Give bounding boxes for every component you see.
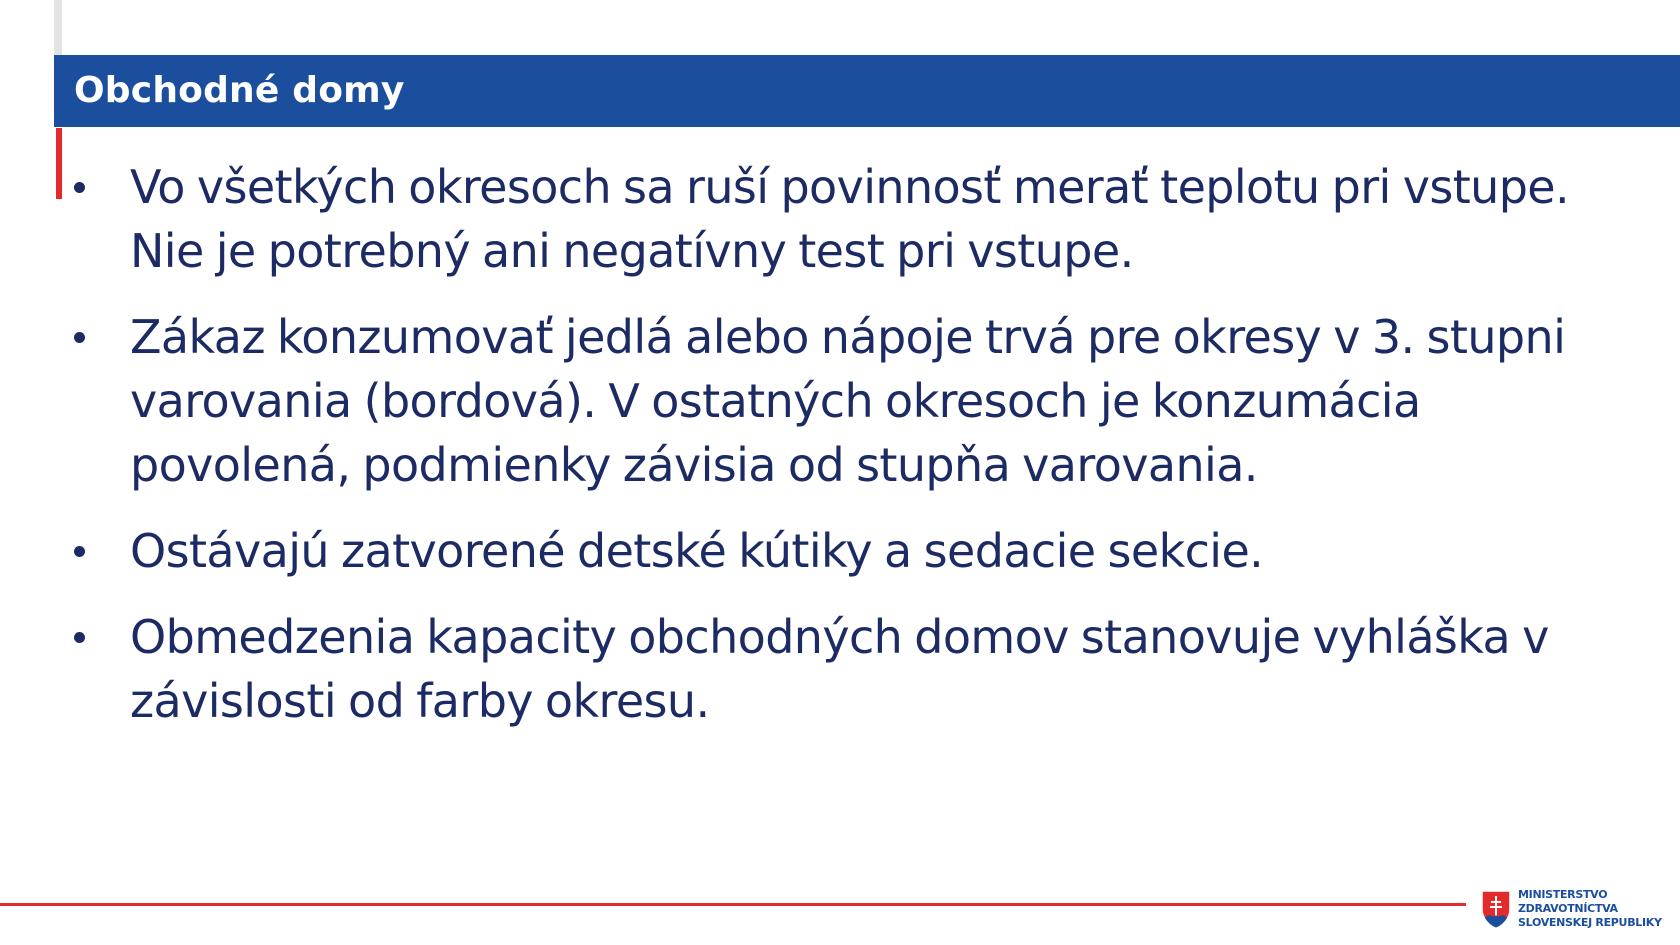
bullet-list (70, 155, 1620, 755)
bullet-item (70, 155, 1620, 283)
ministry-name (1518, 888, 1662, 930)
ministry-name-line: SLOVENSKEJ REPUBLIKY (1518, 916, 1662, 929)
bullet-text: Vo všetkých okresoch sa ruší povinnosť merať teplotu pri vstupe. Nie je potrebný ani negatívny test pri vstupe. (130, 160, 1570, 278)
bullet-text: Zákaz konzumovať jedlá alebo nápoje trvá pre okresy v 3. stupni varovania (bordová). V ostatných okresoch je konzumácia povolená, podmienky závisia od stupňa varovania. (130, 310, 1566, 492)
ministry-name-line: MINISTERSTVO (1518, 888, 1608, 901)
bullet-text: Obmedzenia kapacity obchodných domov stanovuje vyhláška v závislosti od farby okresu. (130, 610, 1549, 728)
bullet-text: Ostávajú zatvorené detské kútiky a sedacie sekcie. (130, 524, 1264, 578)
bullet-item (70, 605, 1620, 733)
top-divider (54, 0, 62, 55)
footer-divider (0, 903, 1466, 906)
bullet-dot-icon (74, 632, 85, 643)
ministry-logo (1478, 885, 1678, 941)
ministry-name-line: ZDRAVOTNÍCTVA (1518, 902, 1618, 915)
slovak-coat-of-arms-icon (1480, 889, 1512, 929)
bullet-dot-icon (74, 546, 85, 557)
title-bar (54, 55, 1680, 127)
bullet-dot-icon (74, 182, 85, 193)
bullet-dot-icon (74, 332, 85, 343)
bullet-item (70, 305, 1620, 497)
bullet-item (70, 519, 1620, 583)
red-accent-bar (56, 128, 62, 199)
slide-title: Obchodné domy (74, 70, 405, 111)
